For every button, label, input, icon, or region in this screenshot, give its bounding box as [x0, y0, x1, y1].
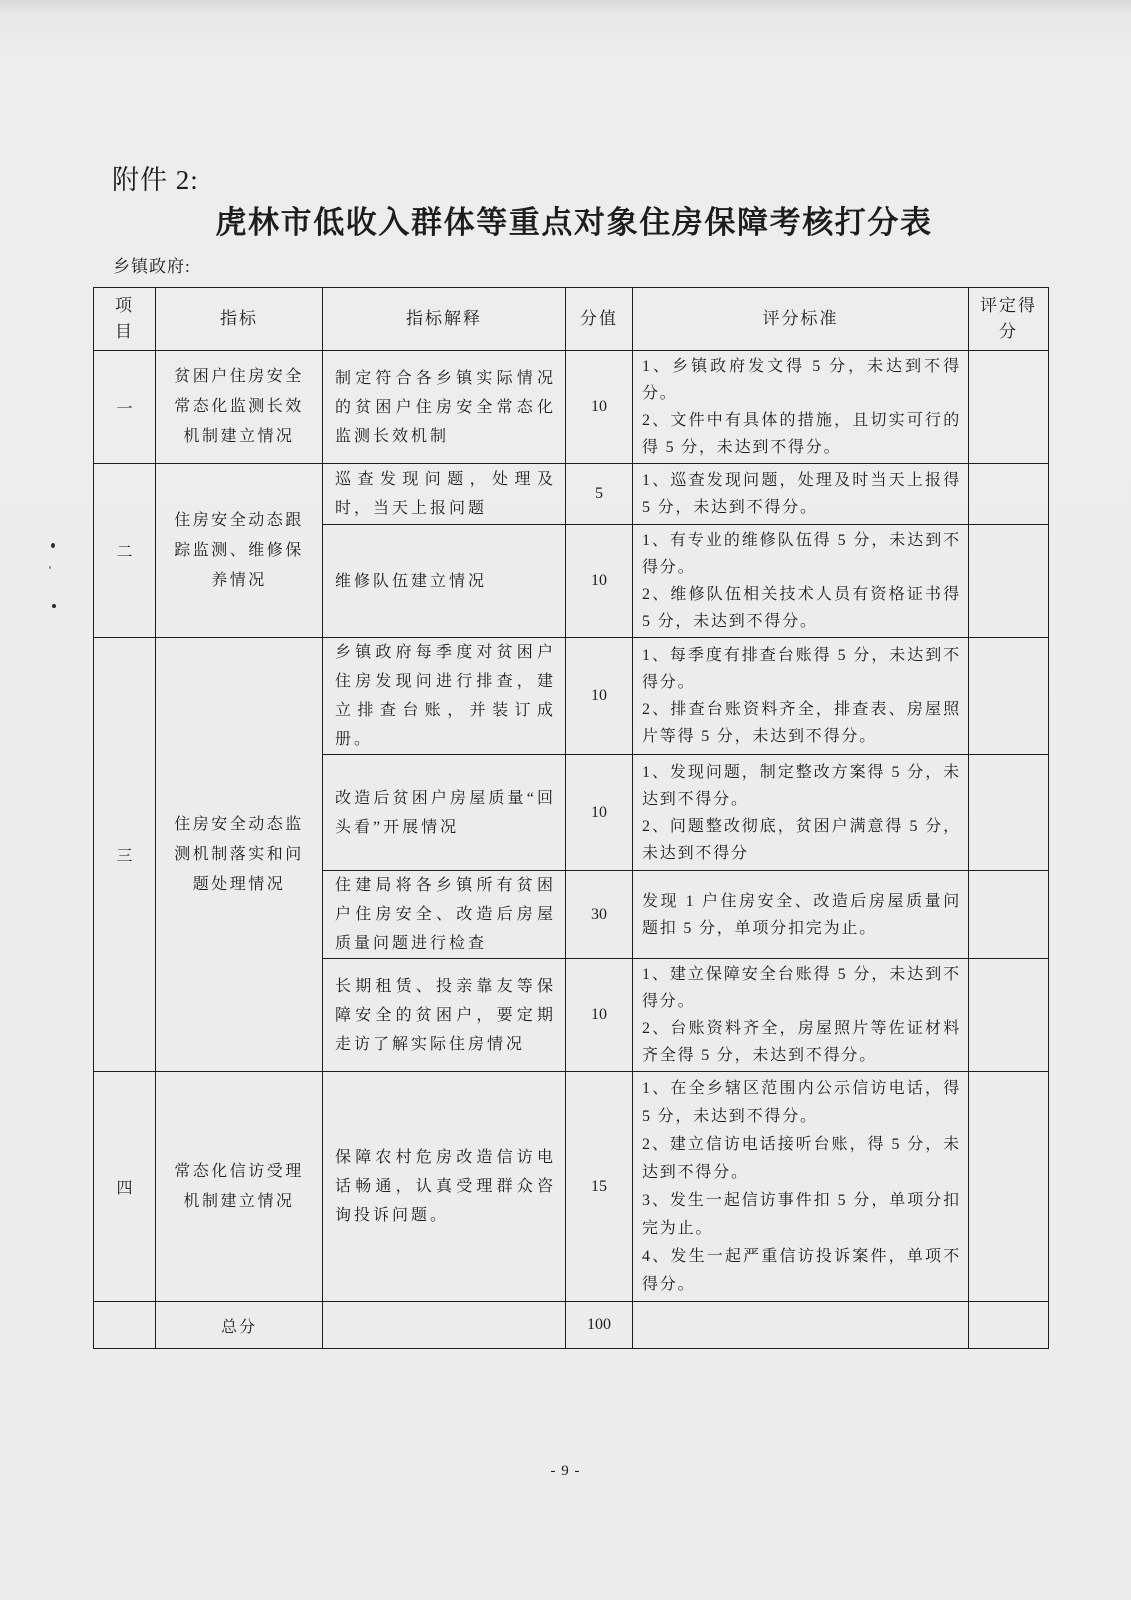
rating-cell	[969, 1072, 1049, 1302]
score-cell: 15	[566, 1072, 633, 1302]
score-cell: 10	[566, 525, 633, 638]
rating-cell	[969, 1302, 1049, 1349]
header-rating: 评定得分	[969, 288, 1049, 351]
criteria-line: 1、巡查发现问题，处理及时当天上报得 5 分，未达到不得分。	[642, 472, 961, 516]
criteria-line: 2、问题整改彻底，贫困户满意得 5 分，未达到不得分	[642, 817, 961, 862]
scoring-table	[93, 287, 1049, 1349]
criteria-cell	[633, 755, 969, 871]
criteria-line: 1、发现问题，制定整改方案得 5 分，未达到不得分。	[642, 763, 961, 808]
rating-cell	[969, 351, 1049, 464]
rating-cell	[969, 871, 1049, 959]
header-item-number: 项目	[94, 288, 156, 351]
criteria-line: 2、建立信访电话接听台账，得 5 分，未达到不得分。	[642, 1135, 961, 1181]
total-empty-cell	[633, 1302, 969, 1349]
criteria-line: 2、台账资料齐全，房屋照片等佐证材料齐全得 5 分，未达到不得分。	[642, 1020, 961, 1064]
total-row	[94, 1302, 1049, 1349]
score-cell: 10	[566, 638, 633, 755]
criteria-cell	[633, 351, 969, 464]
indicator-cell: 常态化信访受理机制建立情况	[156, 1072, 323, 1302]
criteria-line: 2、维修队伍相关技术人员有资格证书得 5 分，未达到不得分。	[642, 586, 961, 630]
criteria-cell	[633, 464, 969, 525]
explanation-cell: 住建局将各乡镇所有贫困户住房安全、改造后房屋质量问题进行检查	[323, 871, 566, 959]
indicator-cell: 贫困户住房安全常态化监测长效机制建立情况	[156, 351, 323, 464]
criteria-line: 1、有专业的维修队伍得 5 分，未达到不得分。	[642, 532, 961, 576]
score-cell: 10	[566, 755, 633, 871]
criteria-cell	[633, 525, 969, 638]
header-indicator: 指标	[156, 288, 323, 351]
explanation-cell: 乡镇政府每季度对贫困户住房发现问进行排查，建立排查台账，并装订成册。	[323, 638, 566, 755]
section-number: 二	[94, 464, 156, 638]
page-number: - 9 -	[550, 1463, 581, 1479]
score-cell: 10	[566, 351, 633, 464]
total-empty-cell	[323, 1302, 566, 1349]
criteria-line: 3、发生一起信访事件扣 5 分，单项分扣完为止。	[642, 1191, 961, 1237]
total-label: 总分	[156, 1302, 323, 1349]
town-government-label: 乡镇政府:	[113, 257, 191, 276]
criteria-cell	[633, 871, 969, 959]
total-score: 100	[566, 1302, 633, 1349]
explanation-cell: 保障农村危房改造信访电话畅通，认真受理群众咨询投诉问题。	[323, 1072, 566, 1302]
criteria-line: 4、发生一起严重信访投诉案件，单项不得分。	[642, 1247, 961, 1293]
criteria-line: 发现 1 户住房安全、改造后房屋质量问题扣 5 分，单项分扣完为止。	[642, 892, 961, 937]
rating-cell	[969, 959, 1049, 1072]
header-criteria: 评分标准	[633, 288, 969, 351]
rating-cell	[969, 638, 1049, 755]
page-title: 虎林市低收入群体等重点对象住房保障考核打分表	[215, 205, 933, 241]
criteria-line: 1、每季度有排查台账得 5 分，未达到不得分。	[642, 647, 961, 691]
table-row	[94, 638, 1049, 755]
table-row	[94, 464, 1049, 525]
table-row	[94, 351, 1049, 464]
explanation-cell: 长期租赁、投亲靠友等保障安全的贫困户，要定期走访了解实际住房情况	[323, 959, 566, 1072]
criteria-line: 1、在全乡辖区范围内公示信访电话，得 5 分，未达到不得分。	[642, 1079, 961, 1125]
explanation-cell: 巡查发现问题，处理及时，当天上报问题	[323, 464, 566, 525]
criteria-cell	[633, 638, 969, 755]
scan-speck	[52, 604, 56, 608]
criteria-line: 2、排查台账资料齐全，排查表、房屋照片等得 5 分，未达到不得分。	[642, 701, 961, 745]
rating-cell	[969, 464, 1049, 525]
score-cell: 5	[566, 464, 633, 525]
section-number: 三	[94, 638, 156, 1072]
score-cell: 30	[566, 871, 633, 959]
total-empty-cell	[94, 1302, 156, 1349]
attachment-label: 附件 2:	[112, 165, 199, 195]
indicator-cell: 住房安全动态监测机制落实和问题处理情况	[156, 638, 323, 1072]
explanation-cell: 改造后贫困户房屋质量“回头看”开展情况	[323, 755, 566, 871]
criteria-line: 1、乡镇政府发文得 5 分，未达到不得分。	[642, 358, 961, 402]
rating-cell	[969, 755, 1049, 871]
score-cell: 10	[566, 959, 633, 1072]
criteria-cell	[633, 959, 969, 1072]
indicator-cell: 住房安全动态跟踪监测、维修保养情况	[156, 464, 323, 638]
explanation-cell: 制定符合各乡镇实际情况的贫困户住房安全常态化监测长效机制	[323, 351, 566, 464]
scan-speck	[51, 543, 55, 548]
section-number: 四	[94, 1072, 156, 1302]
header-explanation: 指标解释	[323, 288, 566, 351]
criteria-line: 2、文件中有具体的措施，且切实可行的得 5 分，未达到不得分。	[642, 412, 961, 456]
criteria-cell	[633, 1072, 969, 1302]
header-score: 分值	[566, 288, 633, 351]
rating-cell	[969, 525, 1049, 638]
criteria-line: 1、建立保障安全台账得 5 分，未达到不得分。	[642, 966, 961, 1010]
table-row	[94, 1072, 1049, 1302]
explanation-cell: 维修队伍建立情况	[323, 525, 566, 638]
table-header-row	[94, 288, 1049, 351]
scan-speck	[49, 566, 51, 569]
section-number: 一	[94, 351, 156, 464]
